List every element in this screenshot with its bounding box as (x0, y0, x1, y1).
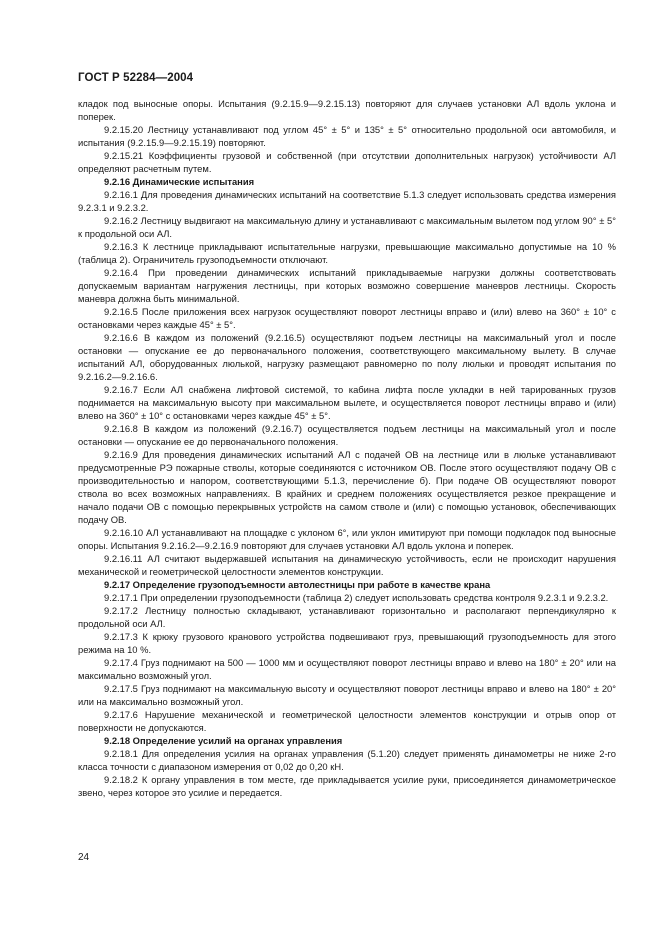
paragraph: кладок под выносные опоры. Испытания (9.2.15.9—9.2.15.13) повторяют для случаев установки АЛ вдоль уклона и поперек. (78, 98, 616, 122)
paragraph: 9.2.17.3 К крюку грузового кранового устройства подвешивают груз, превышающий грузоподъемность для этого режима на 10 %. (78, 631, 616, 655)
paragraph: 9.2.18.1 Для определения усилия на органах управления (5.1.20) следует применять динамометры не ниже 2-го класса точности с диапазоном измерения от 0,02 до 0,20 кН. (78, 748, 616, 772)
paragraph: 9.2.16.2 Лестницу выдвигают на максимальную длину и устанавливают с максимальным вылетом под углом 90° ± 5° к продольной оси АЛ. (78, 215, 616, 239)
paragraph: 9.2.18.2 К органу управления в том месте, где прикладывается усилие руки, присоединяется динамометрическое звено, через которое это усилие и передается. (78, 774, 616, 798)
paragraph: 9.2.16.7 Если АЛ снабжена лифтовой системой, то кабина лифта после укладки в ней тарированных грузов поднимается на максимальную высоту при максимальном вылете, и осуществляется поворот лестницы вправо и (или) влево на 360° ± 10° с остановками через каждые 45° ± 5°. (78, 384, 616, 421)
section-heading: 9.2.16 Динамические испытания (104, 176, 255, 187)
paragraph: 9.2.17.5 Груз поднимают на максимальную высоту и осуществляют поворот лестницы вправо и влево на 180° ± 20° или на максимально возможный угол. (78, 683, 616, 707)
paragraph: 9.2.16.10 АЛ устанавливают на площадке с уклоном 6°, или уклон имитируют при помощи подкладок под выносные опоры. Испытания 9.2.16.2—9.2.16.9 повторяют для случаев установки АЛ вдоль уклона и поперек. (78, 527, 616, 551)
paragraph: 9.2.17.2 Лестницу полностью складывают, устанавливают горизонтально и располагают перпендикулярно к продольной оси АЛ. (78, 605, 616, 629)
document-header: ГОСТ Р 52284—2004 (78, 72, 194, 84)
paragraph: 9.2.16.8 В каждом из положений (9.2.16.7) осуществляется подъем лестницы на максимальный угол и после остановки — опускание ее до первоначального положения. (78, 423, 616, 447)
paragraph: 9.2.16.6 В каждом из положений (9.2.16.5) осуществляют подъем лестницы на максимальный угол и после остановки — опускание ее до первоначального положения, соответствующего максимальному вылету. В случае испытаний АЛ, оборудованных люлькой, нагрузку размещают равномерно по полу люльки и проводят испытания по 9.2.16.2—9.2.16.6. (78, 332, 616, 382)
document-body (78, 97, 616, 799)
paragraph: 9.2.16.1 Для проведения динамических испытаний на соответствие 5.1.3 следует использовать средства измерения 9.2.3.1 и 9.2.3.2. (78, 189, 616, 213)
paragraph: 9.2.15.20 Лестницу устанавливают под углом 45° ± 5° и 135° ± 5° относительно продольной оси автомобиля, и испытания (9.2.15.9—9.2.15.19) повторяют. (78, 124, 616, 148)
paragraph: 9.2.16.9 Для проведения динамических испытаний АЛ с подачей ОВ на лестнице или в люльке устанавливают предусмотренные РЭ пожарные стволы, которые соединяются с источником ОВ. После этого осуществляют подачу ОВ с производительностью и напором, соответствующими 5.1.3, перечисление б). При подаче ОВ осуществляют поворот ствола во всех возможных направлениях. В крайних и среднем положениях осуществляется резкое прекращение и начало подачи ОВ с помощью перекрывных устройств на самом стволе и (или) с помощью установок, обеспечивающих подачу ОВ. (78, 449, 616, 525)
paragraph: 9.2.16.11 АЛ считают выдержавшей испытания на динамическую устойчивость, если не происходит нарушения механической и геометрической целостности элементов конструкции. (78, 553, 616, 577)
paragraph: 9.2.16.4 При проведении динамических испытаний прикладываемые нагрузки должны соответствовать допускаемым вариантам нагружения лестницы, при которых возможно совершение маневров лестницы. Скорость маневра должна быть минимальной. (78, 267, 616, 304)
paragraph: 9.2.17.6 Нарушение механической и геометрической целостности элементов конструкции и отрыв опор от поверхности не допускаются. (78, 709, 616, 733)
section-heading: 9.2.18 Определение усилий на органах управления (104, 735, 343, 746)
paragraph: 9.2.17.4 Груз поднимают на 500 — 1000 мм и осуществляют поворот лестницы вправо и влево на 180° ± 20° или на максимально возможный угол. (78, 657, 616, 681)
paragraph: 9.2.16.5 После приложения всех нагрузок осуществляют поворот лестницы вправо и (или) влево на 360° ± 10° с остановками через каждые 45° ± 5°. (78, 306, 616, 330)
page-number: 24 (78, 852, 90, 863)
section-heading: 9.2.17 Определение грузоподъемности автолестницы при работе в качестве крана (104, 579, 491, 590)
paragraph: 9.2.16.3 К лестнице прикладывают испытательные нагрузки, превышающие максимально допустимые на 10 % (таблица 2). Ограничитель грузоподъемности отключают. (78, 241, 616, 265)
paragraph: 9.2.15.21 Коэффициенты грузовой и собственной (при отсутствии дополнительных нагрузок) устойчивости АЛ определяют расчетным путем. (78, 150, 616, 174)
paragraph: 9.2.17.1 При определении грузоподъемности (таблица 2) следует использовать средства контроля 9.2.3.1 и 9.2.3.2. (104, 592, 609, 603)
